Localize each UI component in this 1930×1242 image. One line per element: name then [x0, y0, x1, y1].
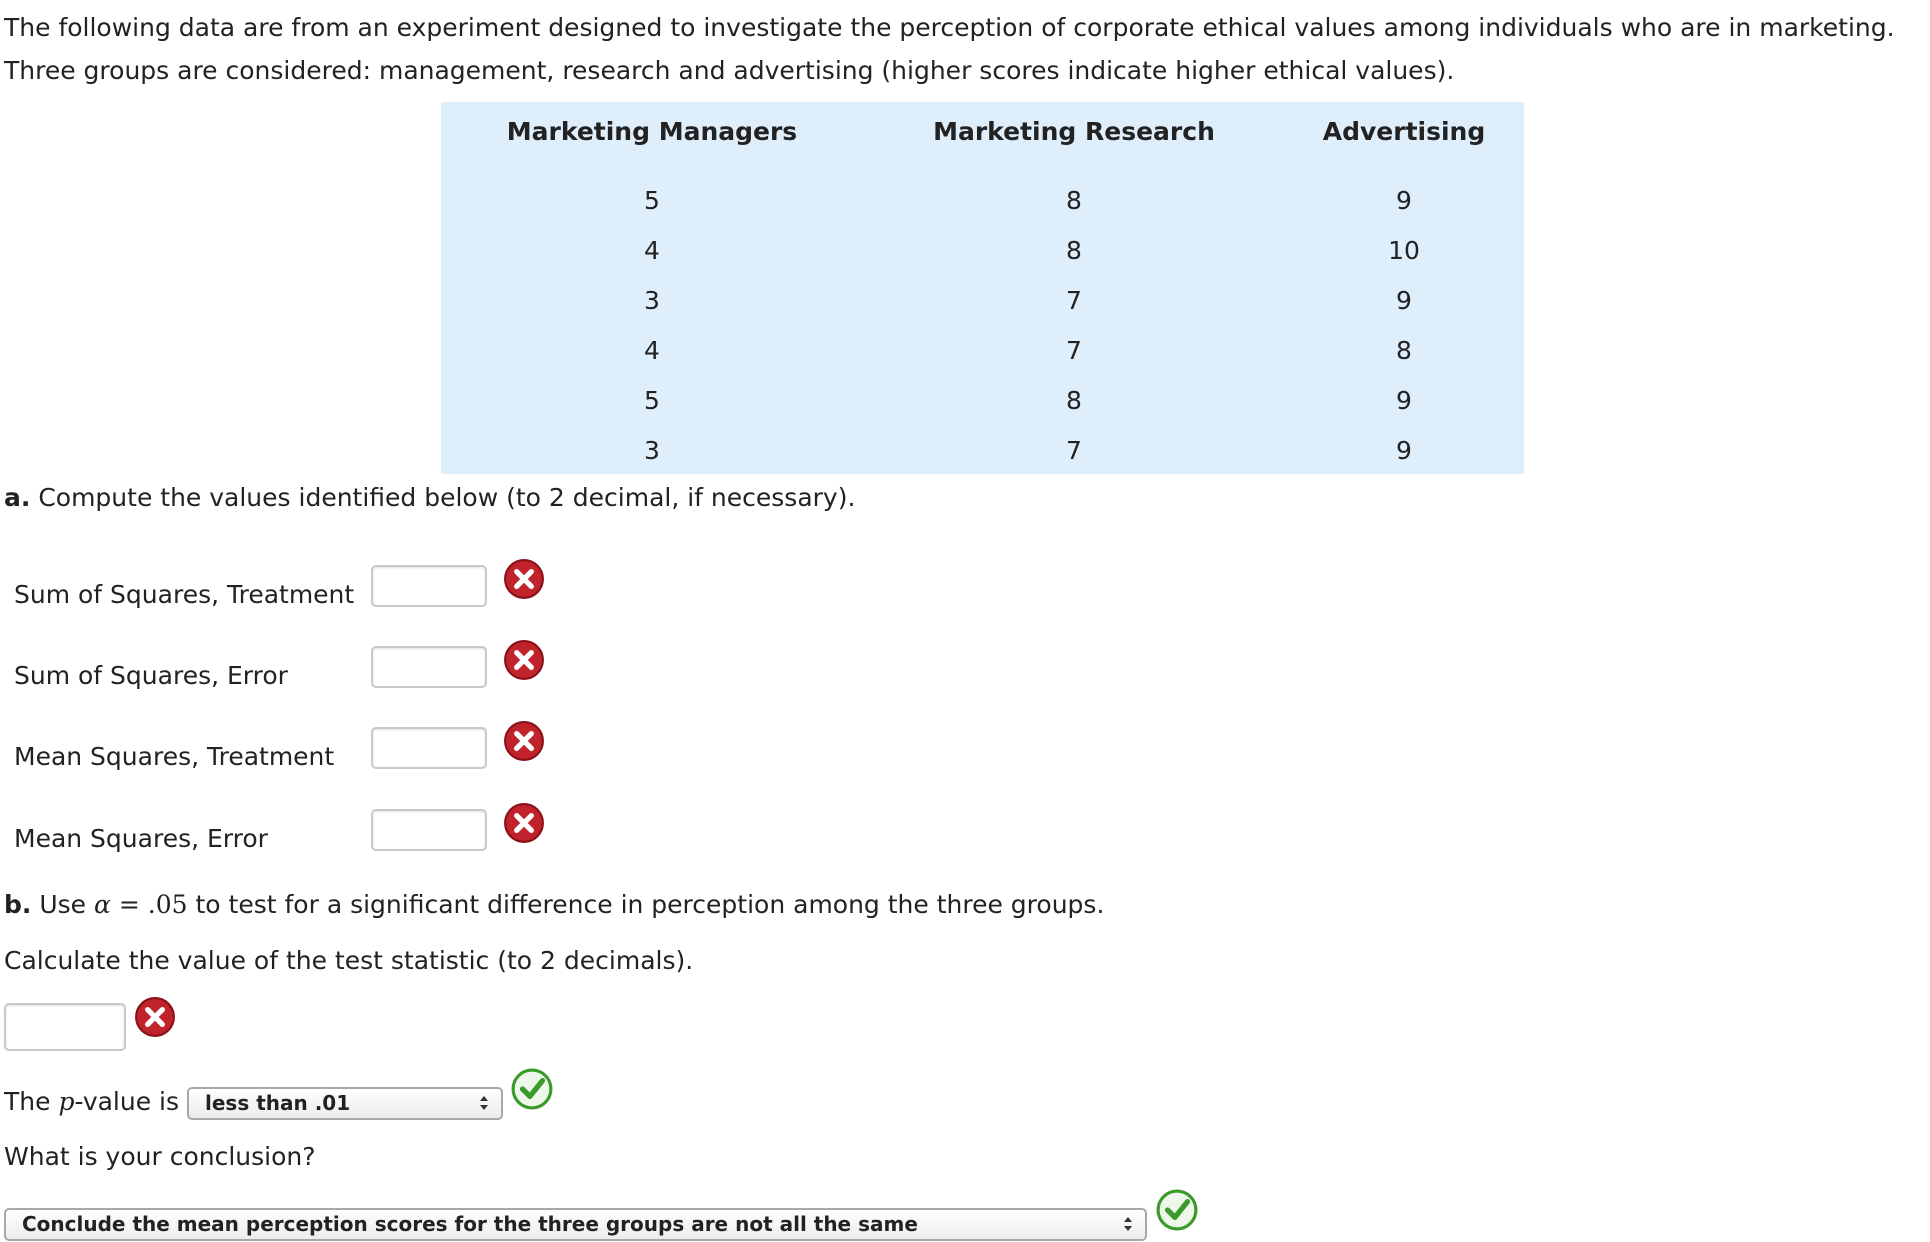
table-cell: 10 [1388, 236, 1420, 265]
intro-text: The following data are from an experiment designed to investigate the perception of corporate ethical values among individuals who are in marketing. Three groups are considered: management, research and advertising (higher scores indicate higher ethical values). [4, 13, 1895, 85]
conclusion-prompt: What is your conclusion? [4, 1142, 316, 1171]
part-b-rest: to test for a significant difference in perception among the three groups. [195, 890, 1105, 919]
table-cell: 9 [1396, 436, 1412, 465]
column-header: Marketing Managers [506, 117, 798, 146]
equals-sign: = [118, 890, 140, 919]
table-cell: 4 [644, 336, 660, 365]
incorrect-x-icon [503, 720, 545, 762]
part-a-instruction [4, 481, 855, 515]
ms-error-label: Mean Squares, Error [14, 824, 268, 853]
ss-error-label: Sum of Squares, Error [14, 661, 288, 690]
incorrect-x-icon [503, 802, 545, 844]
incorrect-x-icon [503, 639, 545, 681]
column-marketing-research [894, 102, 1254, 476]
alpha-value: .05 [147, 890, 188, 919]
ss-treatment-input[interactable] [371, 565, 487, 607]
table-cell: 7 [1066, 436, 1082, 465]
table-cell: 4 [644, 236, 660, 265]
conclusion-selected: Conclude the mean perception scores for the three groups are not all the same [22, 1212, 918, 1236]
column-header: Advertising [1322, 117, 1486, 146]
part-a-text: Compute the values identified below (to 2 decimal, if necessary). [38, 483, 856, 512]
select-arrows-icon [479, 1093, 489, 1113]
pvalue-suffix: -value is [74, 1087, 180, 1116]
table-cell: 8 [1066, 386, 1082, 415]
table-cell: 9 [1396, 186, 1412, 215]
ms-treatment-input[interactable] [371, 727, 487, 769]
table-cell: 3 [644, 436, 660, 465]
test-statistic-input[interactable] [4, 1003, 126, 1051]
alpha-symbol: α [94, 890, 111, 919]
ss-error-input[interactable] [371, 646, 487, 688]
calc-prompt: Calculate the value of the test statistic (to 2 decimals). [4, 946, 694, 975]
correct-check-icon [1156, 1189, 1198, 1231]
pvalue-prompt [4, 1085, 179, 1119]
table-cell: 9 [1396, 286, 1412, 315]
table-cell: 8 [1396, 336, 1412, 365]
ss-treatment-label: Sum of Squares, Treatment [14, 580, 355, 609]
pvalue-select[interactable] [187, 1087, 503, 1120]
table-cell: 8 [1066, 236, 1082, 265]
column-marketing-managers [472, 102, 832, 476]
table-cell: 5 [644, 386, 660, 415]
pvalue-selected: less than .01 [205, 1091, 351, 1115]
table-cell: 5 [644, 186, 660, 215]
conclusion-select[interactable] [4, 1208, 1147, 1241]
select-arrows-icon [1123, 1214, 1133, 1234]
incorrect-x-icon [503, 558, 545, 600]
ms-treatment-label: Mean Squares, Treatment [14, 742, 335, 771]
p-symbol: p [58, 1087, 75, 1116]
column-header: Marketing Research [933, 117, 1215, 146]
table-cell: 7 [1066, 286, 1082, 315]
table-cell: 9 [1396, 386, 1412, 415]
ms-error-input[interactable] [371, 809, 487, 851]
table-cell: 3 [644, 286, 660, 315]
part-b-use: Use [39, 890, 87, 919]
data-table [441, 102, 1524, 474]
part-b-label: b. [4, 890, 32, 919]
pvalue-prefix: The [4, 1087, 51, 1116]
part-b-instruction [4, 888, 1104, 922]
incorrect-x-icon [134, 996, 176, 1038]
table-cell: 8 [1066, 186, 1082, 215]
correct-check-icon [511, 1068, 553, 1110]
column-advertising [1224, 102, 1584, 476]
part-a-label: a. [4, 483, 31, 512]
table-cell: 7 [1066, 336, 1082, 365]
